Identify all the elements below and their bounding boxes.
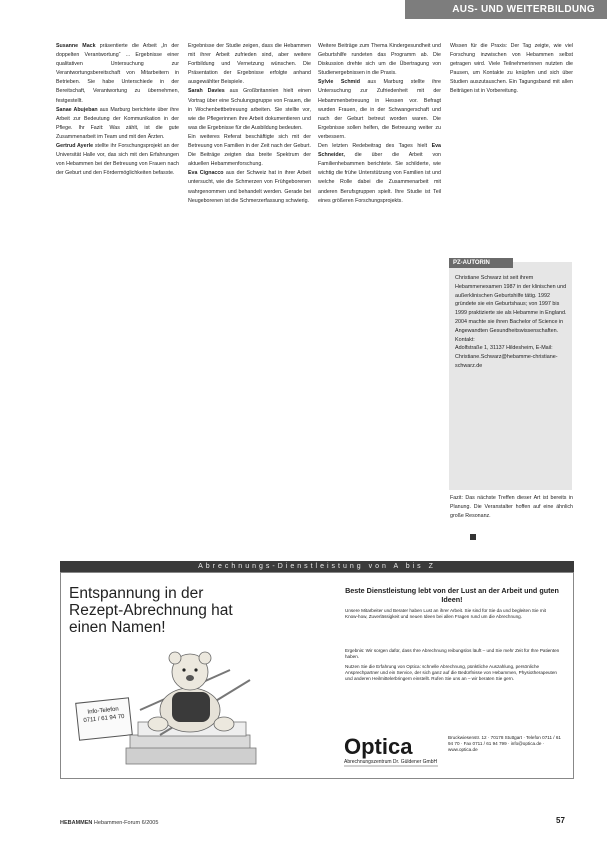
author-contact-label: Kontakt: [455,336,475,343]
article-column-4-end [450,494,573,540]
paragraph: Wissen für die Praxis: Der Tag zeigte, wie viel Forschung inzwischen von Hebammen selbst getragen wird. Viele Teilnehmerinnen nutzten die Pausen, um Kontakte zu knüpfen und sich über Studien auszutauschen. Ein Tagungsband mit allen Beiträgen ist in Vorbereitung. [450,43,573,95]
page-footer [60,820,158,826]
ad-paragraph: Unsere Mitarbeiter und Berater haben Lust an ihrer Arbeit. Sie sind für Sie da und begleiten Sie mit Know-how, Zuverlässigkeit und neuen Ideen bei allen Fragen rund um die Abrechnung. [345,608,546,620]
article-column-3 [318,42,441,540]
page-number: 57 [556,816,565,825]
optica-logo [342,732,440,770]
phone-label: Info-Telefon [87,706,120,716]
info-phone-note [75,697,133,740]
ad-headline: Entspannung in der Rezept-Abrechnung hat einen Namen! [69,585,233,636]
article-column-1 [56,42,179,540]
logo-subline: Abrechnungszentrum Dr. Güldener GmbH [344,759,438,765]
section-header-bar: AUS- UND WEITERBILDUNG [405,0,607,19]
paragraph: Gertrud Ayerle stellte ihr Forschungsprojekt an der Universität Halle vor, das sich mit den Erfahrungen von Hebammen bei der Betreuung von Frauen nach der Geburt und den Fördermöglichkeiten befasste. [56,143,179,177]
article-column-4 [450,42,573,262]
paragraph: Sanae Abujeban aus Marburg berichtete über ihre Arbeit zur Bedeutung der Kommunikation in der Pflege. Ihr Fazit: Was zählt, ist die gute Zusammenarbeit im Team und mit den Ärzten. [56,106,179,140]
paragraph: Fazit: Das nächste Treffen dieser Art ist bereits in Planung. Die Veranstalter hoffen auf eine ähnlich große Resonanz. [450,495,573,520]
footer-issue: Hebammen-Forum 6/2005 [93,820,159,826]
author-bio-text: Christiane Schwarz ist seit ihrem Hebammenexamen 1987 in der klinischen und außerklinischen Geburtshilfe tätig. 1992 gründete sie ein Geburtshaus; von 1997 bis 1999 praktizierte sie als Hebamme in England. 2004 machte sie ihren Bachelor of Science in Angewandten Gesundheitswissenschaften. [455,275,567,334]
logo-wordmark: Optica [344,734,413,759]
article-end-square-icon [470,534,476,540]
author-box-header: PZ-AUTORIN [449,258,513,268]
paragraph: Ergebnisse der Studie zeigen, dass die Hebammen mit ihrer Arbeit zufrieden sind, aber weitere Fortbildung und Vernetzung wünschen. Die Präsentation der Ergebnisse erfolgte anhand ausgewählter Beispiele. [188,43,311,86]
paragraph: Ein weiteres Referat beschäftigte sich mit der Betreuung von Familien in der Zeit nach der Geburt. Die Beiträge zeigten das breite Spektrum der aktuellen Hebammenforschung. [188,133,311,168]
phone-number: 0711 / 61 94 70 [83,713,125,725]
author-bio [455,274,567,484]
author-contact: Adolfstraße 1, 31137 Hildesheim, E-Mail: Christiane.Schwarz@hebamme-christiane-schwarz.de [455,345,558,369]
teddy-bear-illustration [120,640,270,775]
footer-brand: HEBAMMEN [60,820,93,826]
article-column-2 [188,42,311,540]
paragraph: Den letzten Redebeitrag des Tages hielt Eva Schneider, die über die Arbeit von Familienhebammen berichtete. Sie schilderte, wie wichtig die frühe Unterstützung von Familien ist und welche Rolle dabei die Zusammenarbeit mit anderen Berufsgruppen spielt. Ihre Studie ist Teil eines größeren Forschungsprojekts. [318,143,441,204]
paragraph: Sylvie Schmid aus Marburg stellte ihre Untersuchung zur Zufriedenheit mit der Hebammenbetreuung in Hessen vor. Befragt wurden Frauen, die in der Schwangerschaft und nach der Geburt betreut worden waren. Die Ergebnisse sollen helfen, die Betreuung weiter zu verbessern. [318,79,441,140]
ad-paragraph: Ergebnis: Wir sorgen dafür, dass Ihre Abrechnung reibungslos läuft – und Sie mehr Zeit für Ihre Patienten haben. [345,648,560,660]
ad-paragraph: Nutzen Sie die Erfahrung von Optica: schnelle Abrechnung, pünktliche Auszahlung, persönliche Ansprechpartner und ein Service, der sich ganz auf die Bedürfnisse von Hebammen, Physiotherapeuten und anderen Heilmittelerbringern einstellt. Rufen Sie uns an – wir beraten Sie gern. [345,664,557,682]
ad-banner-strip: Abrechnungs-Dienstleistung von A bis Z [60,561,574,572]
ad-right-title: Beste Dienstleistung lebt von der Lust an der Arbeit und guten Ideen! [345,586,559,604]
paragraph: Eva Cignacco aus der Schweiz hat in ihrer Arbeit untersucht, wie die Schmerzen von Frühgeborenen wahrgenommen und behandelt werden. Gerade bei Neugeborenen ist die Schmerzerfassung schwierig. [188,170,311,204]
optica-address: Bruckwiesenstr. 12 · 70178 Stuttgart · Telefon 0711 / 61 94 70 · Fax 0711 / 61 94 799 · info@optica.de · www.optica.de [448,735,561,752]
paragraph: Susanne Mack präsentierte die Arbeit „In der doppelten Verantwortung“ ... Ergebnisse einer qualitativen Untersuchung zur Verantwortungsbereitschaft von Mitarbeitern in Betrieben. Sie habe Unterschiede in der Bereitschaft, Verantwortung zu übernehmen, festgestellt. [56,43,179,104]
paragraph: Sarah Davies aus Großbritannien hielt einen Vortrag über eine Schulungsgruppe von Frauen, die in Wochenbettbetreuung arbeiten. Sie stellte vor, wie die Pflegerinnen ihre Arbeit dokumentieren und was die Ergebnisse für die Ausbildung bedeuten. [188,88,311,131]
paragraph: Weitere Beiträge zum Thema Kindergesundheit und Geburtshilfe rundeten das Programm ab. Die Diskussion drehte sich um die Übertragung von Studienergebnissen in die Praxis. [318,43,441,77]
